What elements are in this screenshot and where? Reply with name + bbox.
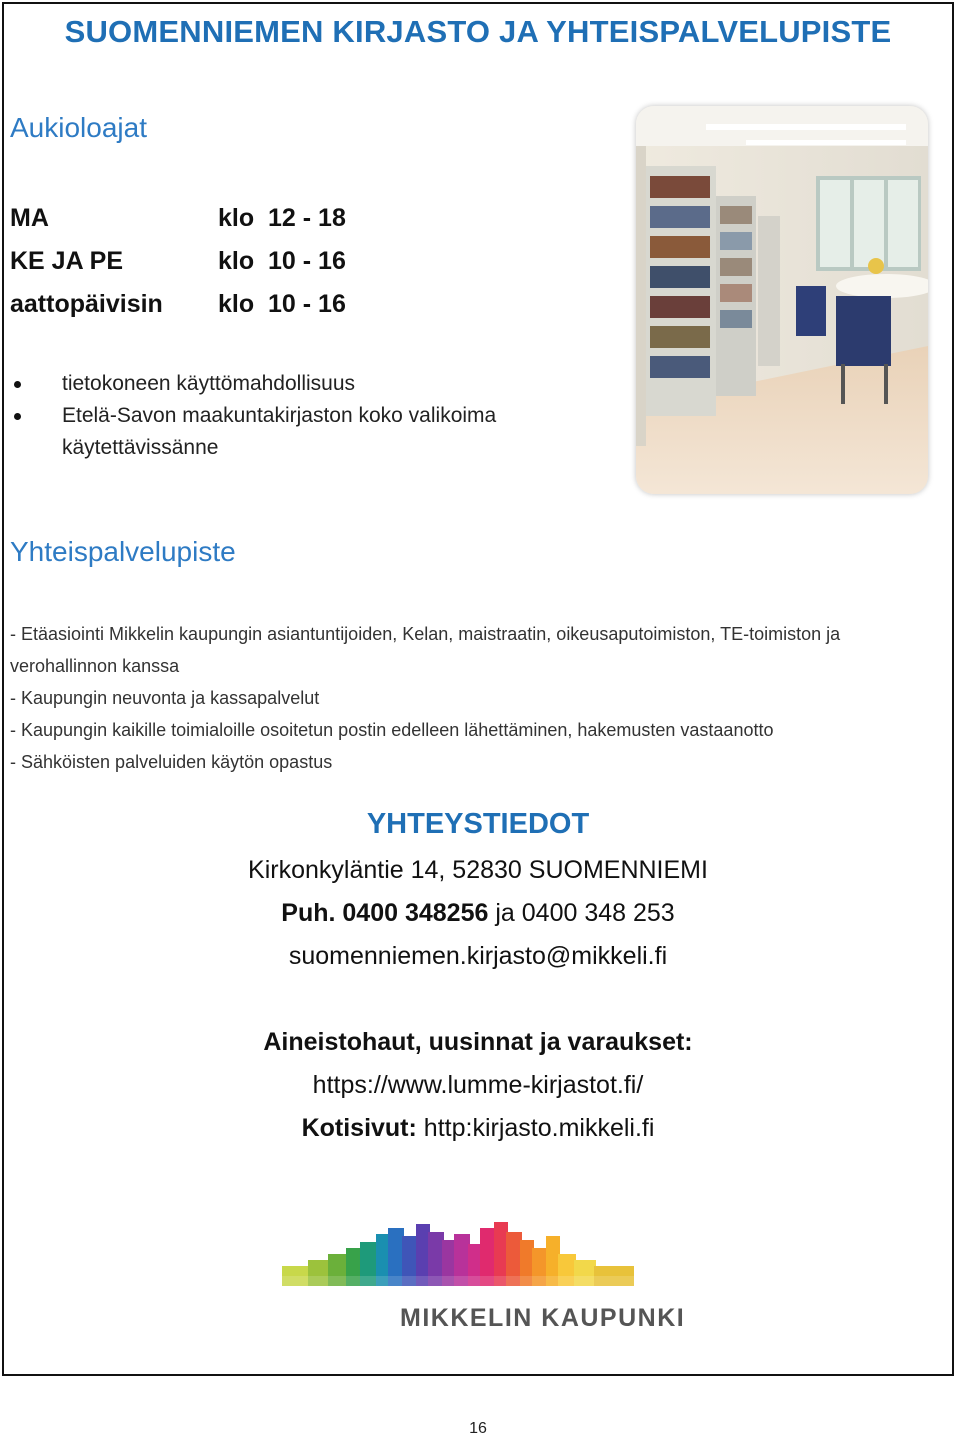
- list-item: - Kaupungin neuvonta ja kassapalvelut: [10, 688, 320, 708]
- list-item: [14, 400, 562, 464]
- homepage-label: Kotisivut:: [301, 1114, 417, 1142]
- phone-label: Puh.: [281, 899, 336, 927]
- hours-time: klo 10 - 16: [218, 290, 346, 318]
- phone-primary: 0400 348256: [342, 899, 489, 927]
- online-services-link[interactable]: https://www.lumme-kirjastot.fi/: [312, 1071, 644, 1099]
- address: Kirkonkyläntie 14, 52830 SUOMENNIEMI: [248, 856, 708, 884]
- list-item: [14, 368, 614, 400]
- bullet-icon: [14, 413, 21, 420]
- email-link[interactable]: suomenniemen.kirjasto@mikkeli.fi: [288, 942, 668, 970]
- feature-text: Etelä-Savon maakuntakirjaston koko valikoima käytettävissänne: [62, 404, 497, 459]
- page-number: 16: [469, 1420, 487, 1437]
- feature-text: tietokoneen käyttömahdollisuus: [62, 372, 356, 395]
- phone-join: ja: [495, 899, 515, 927]
- service-list: [10, 618, 945, 778]
- list-item: - Sähköisten palveluiden käytön opastus: [10, 752, 333, 772]
- list-item: - Etäasiointi Mikkelin kaupungin asiantuntijoiden, Kelan, maistraatin, oikeusaputoimiston, TE-toimiston ja verohallinnon kanssa: [10, 624, 841, 676]
- phone-secondary: 0400 348 253: [521, 899, 675, 927]
- homepage-link[interactable]: http:kirjasto.mikkeli.fi: [423, 1114, 655, 1142]
- hours-day: aattopäivisin: [10, 290, 163, 318]
- list-item: - Kaupungin kaikille toimialoille osoitetun postin edelleen lähettäminen, hakemusten vastaanotto: [10, 720, 774, 740]
- contact-heading: YHTEYSTIEDOT: [366, 808, 590, 840]
- online-services-heading: Aineistohaut, uusinnat ja varaukset:: [263, 1028, 693, 1056]
- page-title: SUOMENNIEMEN KIRJASTO JA YHTEISPALVELUPISTE: [64, 14, 892, 49]
- hours-row: [10, 247, 346, 276]
- opening-hours-heading: Aukioloajat: [10, 112, 147, 143]
- phone-line: [0, 899, 956, 928]
- hours-day: KE JA PE: [10, 247, 124, 275]
- hours-day: MA: [10, 204, 49, 232]
- hours-row: [10, 290, 346, 319]
- hours-time: klo 10 - 16: [218, 247, 346, 275]
- hours-row: [10, 204, 346, 233]
- homepage-line: [0, 1114, 956, 1143]
- service-point-heading: Yhteispalvelupiste: [10, 536, 236, 567]
- library-photo: [636, 106, 928, 494]
- hours-time: klo 12 - 18: [218, 204, 346, 232]
- bullet-icon: [14, 381, 21, 388]
- feature-list: [14, 368, 614, 464]
- city-logo-text: MIKKELIN KAUPUNKI: [400, 1304, 686, 1332]
